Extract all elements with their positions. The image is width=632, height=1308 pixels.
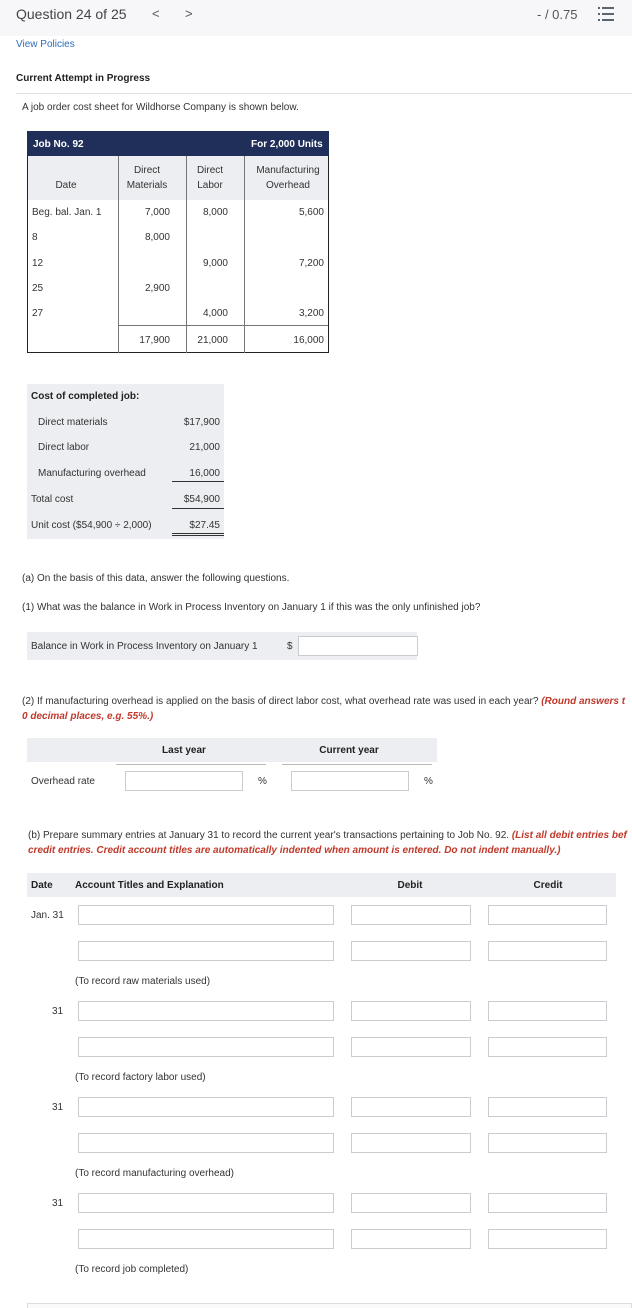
completed-title: Cost of completed job: [31,391,140,402]
col-overhead-2: Overhead [266,180,310,191]
col-overhead-1: Manufacturing [256,165,320,176]
entry-date: 31 [52,1102,64,1113]
percent-sign: % [258,776,267,787]
part-a-q1: (1) What was the balance in Work in Process Inventory on January 1 if this was the only unfinished job? [22,602,481,613]
credit-input[interactable] [488,1133,607,1153]
q2-text: (2) If manufacturing overhead is applied on the basis of direct labor cost, what overhead rate was used in each year? [22,696,539,707]
overhead-rate-label: Overhead rate [31,776,95,787]
completed-job-summary [27,384,224,539]
column-divider [244,156,245,353]
col-current-year: Current year [319,745,379,756]
col-date: Date [55,180,77,191]
intro-text: A job order cost sheet for Wildhorse Company is shown below. [22,102,299,113]
row-date: 12 [32,258,44,269]
col-direct-materials-1: Direct [133,165,161,176]
mo-value: 16,000 [172,468,224,482]
total-mo: 16,000 [293,335,324,346]
dl-label: Direct labor [38,442,90,453]
q2-note-cont: 0 decimal places, e.g. 55%.) [22,711,154,722]
row-mo: 7,200 [298,258,324,269]
col-rule [116,764,266,765]
debit-input[interactable] [351,905,471,925]
dm-value: $17,900 [183,417,220,428]
question-list-icon[interactable] [598,7,614,21]
unit-cost-label: Unit cost ($54,900 ÷ 2,000) [31,520,152,531]
attempt-title: Current Attempt in Progress [16,73,151,84]
total-dl: 21,000 [197,335,228,346]
percent-sign: % [424,776,433,787]
debit-input[interactable] [351,941,471,961]
account-title-input[interactable] [78,905,334,925]
debit-input[interactable] [351,1133,471,1153]
part-a-intro: (a) On the basis of this data, answer the following questions. [22,573,290,584]
account-title-input[interactable] [78,941,334,961]
mo-label: Manufacturing overhead [38,468,146,479]
row-dl: 4,000 [202,308,228,319]
debit-input[interactable] [351,1037,471,1057]
row-dm: 2,900 [144,283,170,294]
view-policies-link[interactable]: View Policies [16,39,75,50]
dm-label: Direct materials [38,417,108,428]
part-b-note: (List all debit entries bef [511,830,627,841]
overhead-rate-current-year-input[interactable] [291,771,409,791]
col-rule [282,764,432,765]
balance-input[interactable] [298,636,418,656]
row-dl: 9,000 [202,258,228,269]
account-title-input[interactable] [78,1001,334,1021]
entry-memo: (To record job completed) [75,1264,189,1275]
dl-value: 21,000 [189,442,220,453]
job-cost-sheet-header [27,131,329,156]
row-dm: 7,000 [144,207,170,218]
row-dl: 8,000 [202,207,228,218]
column-divider [118,156,119,353]
entry-memo: (To record factory labor used) [75,1072,206,1083]
row-mo: 3,200 [298,308,324,319]
score: - / 0.75 [537,7,578,22]
entry-date: Jan. 31 [31,910,64,921]
account-title-input[interactable] [78,1133,334,1153]
col-date: Date [31,880,53,891]
account-title-input[interactable] [78,1097,334,1117]
divider [16,93,632,94]
col-direct-labor-2: Labor [197,180,223,191]
credit-input[interactable] [488,941,607,961]
units-label: For 2,000 Units [251,139,323,150]
credit-input[interactable] [488,1097,607,1117]
col-direct-materials-2: Materials [126,180,168,191]
credit-input[interactable] [488,1037,607,1057]
total-dm: 17,900 [139,335,170,346]
col-credit: Credit [533,880,563,891]
column-header-row [28,156,328,200]
col-account: Account Titles and Explanation [75,880,224,891]
total-label: Total cost [31,494,74,505]
account-title-input[interactable] [78,1229,334,1249]
col-last-year: Last year [162,745,206,756]
entry-memo: (To record manufacturing overhead) [75,1168,234,1179]
part-b-text: (b) Prepare summary entries at January 31 to record the current year's transactions pertaining to Job No. 92. [28,830,510,841]
col-direct-labor-1: Direct [196,165,224,176]
column-divider [186,156,187,353]
row-date: Beg. bal. Jan. 1 [32,207,102,218]
entry-date: 31 [52,1006,64,1017]
part-b-note-cont: credit entries. Credit account titles are automatically indented when amount is entered. Do not indent manually.) [28,845,561,856]
debit-input[interactable] [351,1097,471,1117]
balance-label: Balance in Work in Process Inventory on January 1 [31,641,258,652]
row-mo: 5,600 [298,207,324,218]
part-a-q2 [22,696,625,707]
debit-input[interactable] [351,1193,471,1213]
overhead-rate-last-year-input[interactable] [125,771,243,791]
row-date: 25 [32,283,44,294]
credit-input[interactable] [488,1193,607,1213]
totals-rule [119,325,328,326]
previous-question-icon[interactable]: < [152,6,160,21]
credit-input[interactable] [488,1229,607,1249]
question-title: Question 24 of 25 [16,6,127,22]
account-title-input[interactable] [78,1037,334,1057]
q2-note: (Round answers t [541,696,626,707]
debit-input[interactable] [351,1229,471,1249]
job-number: Job No. 92 [33,139,84,150]
next-question-icon[interactable]: > [185,6,193,21]
total-value: $54,900 [172,494,224,509]
next-panel-edge [27,1303,632,1308]
row-dm: 8,000 [144,232,170,243]
row-date: 8 [32,232,38,243]
account-title-input[interactable] [78,1193,334,1213]
part-b-intro [28,830,627,841]
dollar-sign: $ [287,641,293,652]
unit-cost-value: $27.45 [172,520,224,536]
entry-memo: (To record raw materials used) [75,976,211,987]
entry-date: 31 [52,1198,64,1209]
credit-input[interactable] [488,1001,607,1021]
credit-input[interactable] [488,905,607,925]
debit-input[interactable] [351,1001,471,1021]
col-debit: Debit [397,880,423,891]
row-date: 27 [32,308,44,319]
